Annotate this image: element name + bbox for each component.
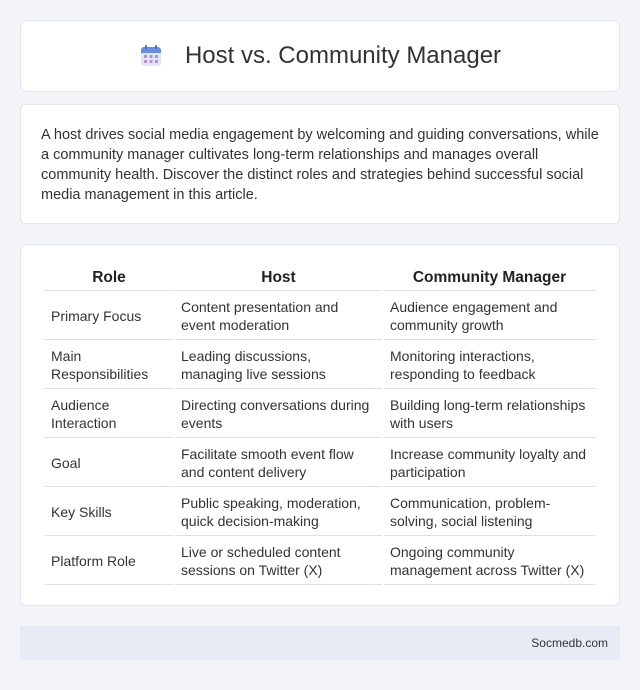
table-row [45, 487, 595, 536]
header-host: Host [175, 265, 382, 291]
table-row [45, 389, 595, 438]
page-title: Host vs. Community Manager [184, 42, 502, 69]
row-role-cell: Goal [45, 438, 173, 487]
row-manager-cell: Ongoing community management across Twitter (X) [384, 536, 595, 585]
row-host-cell: Live or scheduled content sessions on Twitter (X) [175, 536, 382, 585]
row-host-cell: Leading discussions, managing live sessions [175, 340, 382, 389]
row-role-cell: Main Responsibilities [45, 340, 173, 389]
row-role-cell: Primary Focus [45, 291, 173, 340]
row-host-cell: Public speaking, moderation, quick decision-making [175, 487, 382, 536]
row-role-cell: Audience Interaction [45, 389, 173, 438]
intro-text: A host drives social media engagement by welcoming and guiding conversations, while a community manager cultivates long-term relationships and manages overall community health. Discover the distinct roles and strategies behind successful social media management in this article. [41, 127, 599, 203]
row-role-cell: Platform Role [45, 536, 173, 585]
table-row [45, 438, 595, 487]
row-manager-cell: Building long-term relationships with users [384, 389, 595, 438]
table-header-row [45, 265, 595, 291]
header-community-manager: Community Manager [384, 265, 595, 291]
row-manager-cell: Communication, problem-solving, social listening [384, 487, 595, 536]
row-host-cell: Content presentation and event moderation [175, 291, 382, 340]
row-manager-cell: Monitoring interactions, responding to feedback [384, 340, 595, 389]
table-row [45, 536, 595, 585]
table-row [45, 291, 595, 340]
row-role-cell: Key Skills [45, 487, 173, 536]
title-card [20, 20, 620, 92]
footer [20, 626, 620, 660]
row-host-cell: Facilitate smooth event flow and content delivery [175, 438, 382, 487]
row-manager-cell: Audience engagement and community growth [384, 291, 595, 340]
intro-card [20, 104, 620, 224]
calendar-icon [139, 44, 163, 68]
footer-site-link[interactable]: Socmedb.com [531, 636, 608, 650]
header-role: Role [45, 265, 173, 291]
row-manager-cell: Increase community loyalty and participation [384, 438, 595, 487]
table-card [20, 244, 620, 606]
row-host-cell: Directing conversations during events [175, 389, 382, 438]
table-row [45, 340, 595, 389]
comparison-table [43, 265, 597, 585]
